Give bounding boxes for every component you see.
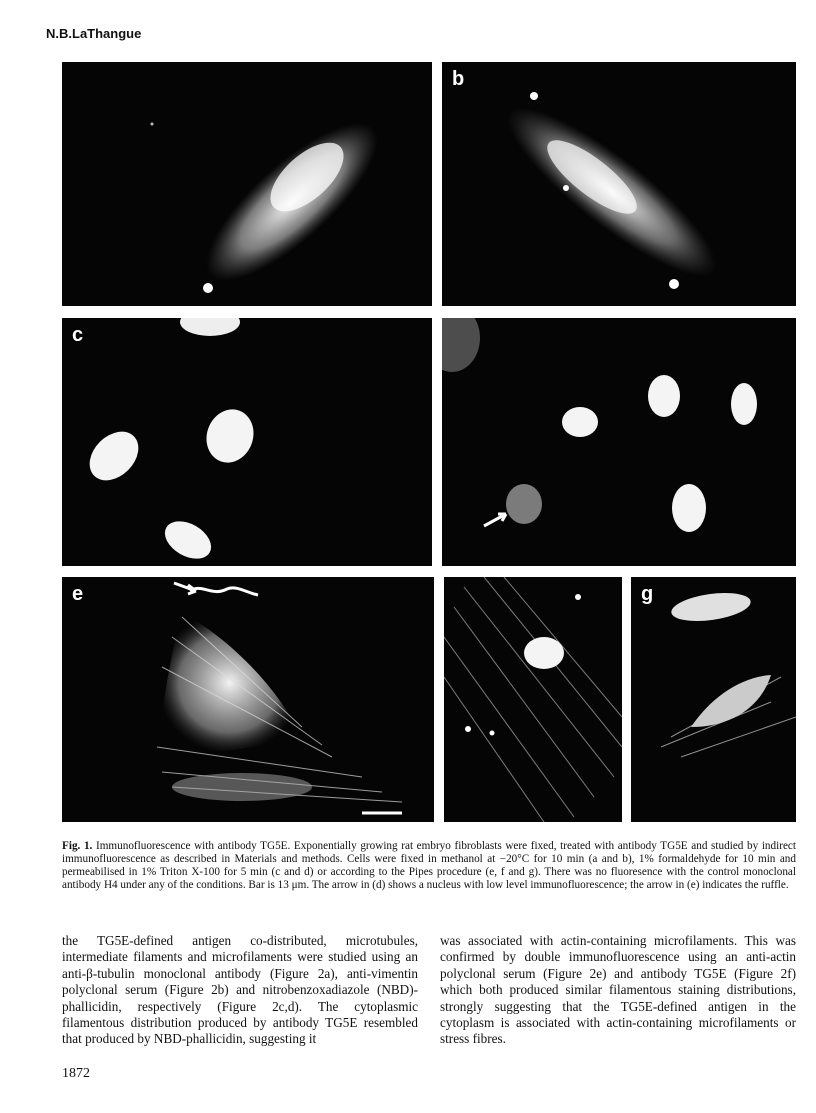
figure-panel-a <box>62 62 432 306</box>
running-header-author: N.B.LaThangue <box>46 26 142 41</box>
figure-panel-e <box>62 577 434 822</box>
panel-b-label: b <box>452 68 465 90</box>
panel-g-image <box>631 577 796 822</box>
figure-panel-b <box>442 62 796 306</box>
panel-b-image <box>442 62 796 306</box>
figure-caption-text: Immunofluorescence with antibody TG5E. Exponentially growing rat embryo fibroblasts were fixed, treated with antibody TG5E and studied by indirect immunofluorescence as described in Materials and methods. Cells were fixed in methanol at −20°C for 10 min (a and b), 1% formaldehyde for 10 min and permeabilised in 1% Triton X-100 for 5 min (c and d) or according to the Pipes procedure (e, f and g). There was no fluoresence with the control monoclonal antibody H4 under any of the conditions. Bar is 13 μm. The arrow in (d) shows a nucleus with low level immunofluorescence; the arrow in (e) indicates the ruffle. <box>62 840 796 891</box>
panel-c-image <box>62 318 432 566</box>
figure-panel-f <box>444 577 622 822</box>
arrow-icon <box>174 583 196 594</box>
figure-panel-c <box>62 318 432 566</box>
figure-panel-d <box>442 318 796 566</box>
panel-g-label: g <box>641 583 654 605</box>
figure-caption-label: Fig. 1. <box>62 840 93 852</box>
panel-c-label: c <box>72 324 84 346</box>
panel-e-label: e <box>72 583 84 605</box>
body-text-right-column: was associated with actin-containing microfilaments. This was confirmed by double immunofluorescence using an anti-actin polyclonal serum (Figure 2e) and antibody TG5E (Figure 2f) which both produced similar filamentous staining distributions, strongly suggesting that the TG5E-defined antigen in the cytoplasm is associated with actin-containing microfilaments or stress fibres. <box>440 933 796 1047</box>
arrow-icon <box>484 514 506 526</box>
panel-e-image <box>62 577 434 822</box>
figure-caption <box>62 840 796 892</box>
panel-f-image <box>444 577 622 822</box>
figure-panel-g <box>631 577 796 822</box>
body-text-left-column: the TG5E-defined antigen co-distributed, microtubules, intermediate filaments and microfilaments were studied using an anti-β-tubulin monoclonal antibody (Figure 2a), anti-vimentin polyclonal serum (Figure 2b) and nitrobenzoxadiazole (NBD)-phallicidin, respectively (Figure 2c,d). The cytoplasmic filamentous distribution produced by antibody TG5E resembled that produced by NBD-phallicidin, suggesting it <box>62 933 418 1047</box>
panel-d-image <box>442 318 796 566</box>
page-number: 1872 <box>62 1066 90 1081</box>
panel-a-image <box>62 62 432 306</box>
